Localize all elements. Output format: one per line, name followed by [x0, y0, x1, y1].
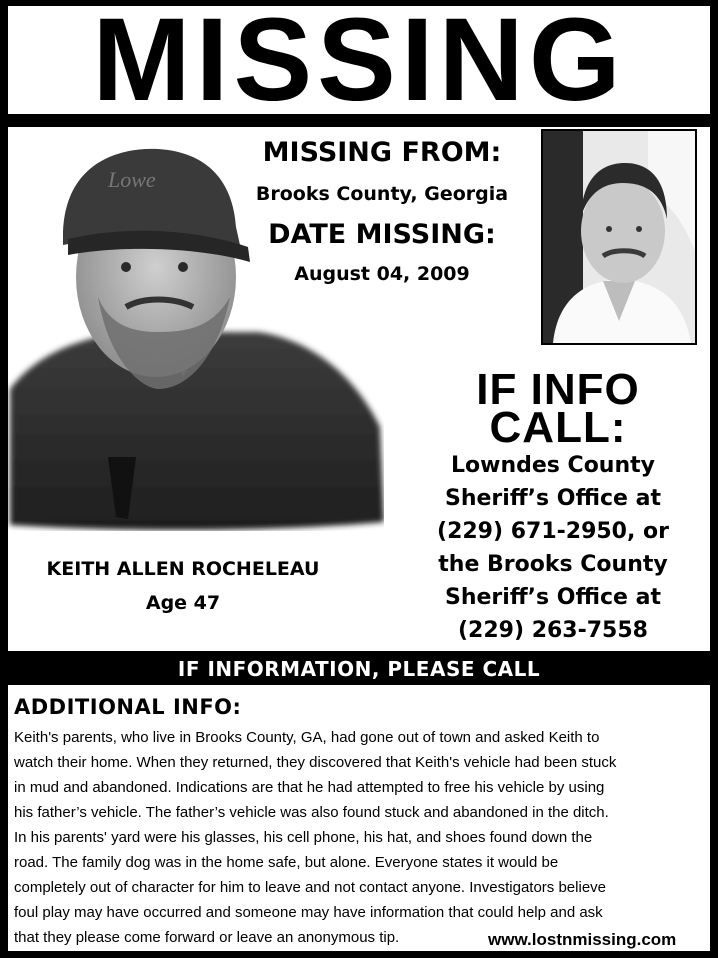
headline: MISSING	[92, 6, 626, 114]
info-line: that they please come forward or leave an anonymous tip.	[14, 929, 400, 946]
contact-line: Sheriff’s Office at	[445, 585, 661, 610]
call-heading-line2: CALL:	[489, 403, 627, 452]
contact-phone-line: (229) 671-2950, or	[437, 519, 669, 544]
info-line: watch their home. When they returned, they discovered that Keith's vehicle had been stuck	[14, 754, 617, 771]
info-line: his father’s vehicle. The father’s vehicle was also found stuck and abandoned in the ditch.	[14, 804, 609, 821]
headline-banner	[8, 6, 710, 114]
person-age: Age 47	[145, 592, 221, 614]
info-line: road. The family dog was in the home safe, but alone. Everyone states it would be	[14, 854, 559, 871]
contact-line: Lowndes County	[451, 453, 655, 478]
info-line: Keith's parents, who live in Brooks County, GA, had gone out of town and asked Keith to	[14, 729, 600, 746]
additional-info-section	[8, 685, 710, 951]
call-bar: IF INFORMATION, PLEASE CALL	[8, 655, 710, 683]
info-line: foul play may have occurred and someone may have information that could help and ask	[14, 904, 603, 921]
date-missing-label: DATE MISSING:	[268, 219, 496, 250]
person-name: KEITH ALLEN ROCHELEAU	[46, 558, 320, 580]
additional-info-heading: ADDITIONAL INFO:	[14, 695, 242, 719]
contact-line: the Brooks County	[438, 552, 668, 577]
missing-from-label: MISSING FROM:	[262, 137, 502, 168]
info-line: in mud and abandoned. Indications are that he had attempted to free his vehicle by using	[14, 779, 605, 796]
website-link[interactable]: www.lostnmissing.com	[488, 930, 677, 949]
info-line: In his parents' yard were his glasses, his cell phone, his hat, and shoes found down the	[14, 829, 593, 846]
info-line: completely out of character for him to leave and not contact anyone. Investigators believe	[14, 879, 607, 896]
side-photo	[543, 131, 695, 343]
date-missing-value: August 04, 2009	[294, 263, 470, 285]
main-panel	[8, 127, 710, 651]
contact-phone-line: (229) 263-7558	[458, 618, 648, 643]
if-info-call-heading	[438, 365, 678, 452]
contact-line: Sheriff’s Office at	[445, 486, 661, 511]
svg-text:Lowe: Lowe	[108, 167, 156, 192]
call-heading-line1: IF INFO	[476, 365, 640, 414]
missing-from-value: Brooks County, Georgia	[255, 183, 509, 205]
side-photo-frame	[541, 129, 697, 345]
